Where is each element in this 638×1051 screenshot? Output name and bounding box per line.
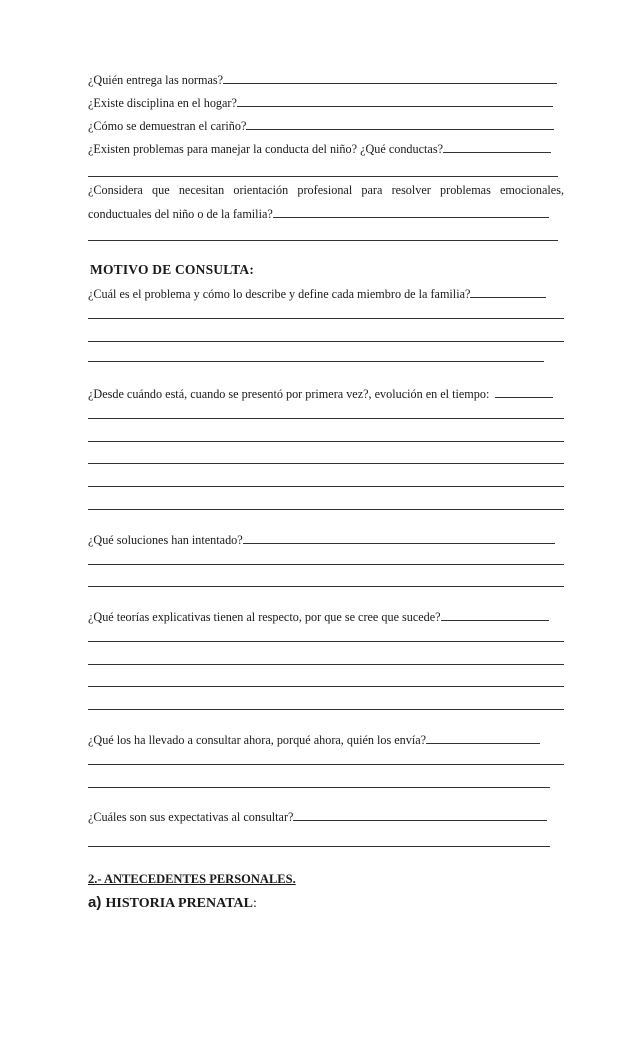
answer-blank[interactable] [88,318,564,319]
answer-blank[interactable] [88,441,564,442]
answer-blank[interactable] [88,686,564,687]
question-text: ¿Desde cuándo está, cuando se presentó por primera vez?, evolución en el tiempo: [88,387,490,401]
answer-blank[interactable] [88,341,564,342]
answer-blank[interactable] [237,95,553,107]
question-text: ¿Qué soluciones han intentado? [88,533,243,547]
answer-blank[interactable] [246,118,554,130]
question-discipline [88,95,564,111]
question-behavior-problems [88,141,564,157]
answer-blank[interactable] [88,486,564,487]
question-professional-guidance [88,182,564,198]
question-text: ¿Cuál es el problema y cómo lo describe y define cada miembro de la familia? [88,287,471,301]
answer-blank[interactable] [88,764,564,765]
answer-blank[interactable] [426,732,540,744]
question-since-when [88,386,564,402]
answer-blank[interactable] [470,286,546,298]
question-text: ¿Existe disciplina en el hogar? [88,96,237,110]
answer-blank[interactable] [88,240,558,241]
question-text: ¿Existen problemas para manejar la conducta del niño? ¿Qué conductas? [88,142,443,156]
question-affection [88,118,564,134]
answer-blank[interactable] [88,586,564,587]
question-text: ¿Qué teorías explicativas tienen al respecto, por que se cree que sucede? [88,610,441,624]
answer-blank[interactable] [88,418,564,419]
answer-blank[interactable] [88,509,564,510]
question-text: ¿Considera que necesitan orientación profesional para resolver problemas emocionales, [88,183,564,197]
question-why-consult-now [88,732,564,748]
section-heading-motivo: MOTIVO DE CONSULTA: [90,262,255,277]
question-expectations [88,809,564,825]
answer-blank[interactable] [243,532,555,544]
question-solutions-tried [88,532,564,548]
answer-blank[interactable] [88,787,550,788]
answer-blank[interactable] [441,609,549,621]
question-text: ¿Qué los ha llevado a consultar ahora, porqué ahora, quién los envía? [88,733,427,747]
section-heading-antecedentes: 2.- ANTECEDENTES PERSONALES. [88,872,296,886]
answer-blank[interactable] [223,72,557,84]
answer-blank[interactable] [293,809,547,821]
answer-blank[interactable] [88,846,550,847]
question-problem-description [88,286,564,302]
answer-blank[interactable] [88,361,544,362]
answer-blank[interactable] [443,141,551,153]
subsection-heading-prenatal: a) HISTORIA PRENATAL: [88,894,257,911]
question-text: ¿Quién entrega las normas? [88,73,224,87]
question-explanatory-theories [88,609,564,625]
heading-text: 2.- ANTECEDENTES PERSONALES [88,872,293,886]
question-who-gives-rules [88,72,564,88]
question-professional-guidance-cont [88,206,564,222]
answer-blank[interactable] [88,709,564,710]
answer-blank[interactable] [495,386,553,398]
answer-blank[interactable] [88,463,564,464]
question-text: conductuales del niño o de la familia? [88,207,273,221]
answer-blank[interactable] [88,664,564,665]
answer-blank[interactable] [88,564,564,565]
question-text: ¿Cómo se demuestran el cariño? [88,119,247,133]
question-text: ¿Cuáles son sus expectativas al consultar? [88,810,294,824]
answer-blank[interactable] [88,641,564,642]
answer-blank[interactable] [273,206,549,218]
answer-blank[interactable] [88,176,558,177]
